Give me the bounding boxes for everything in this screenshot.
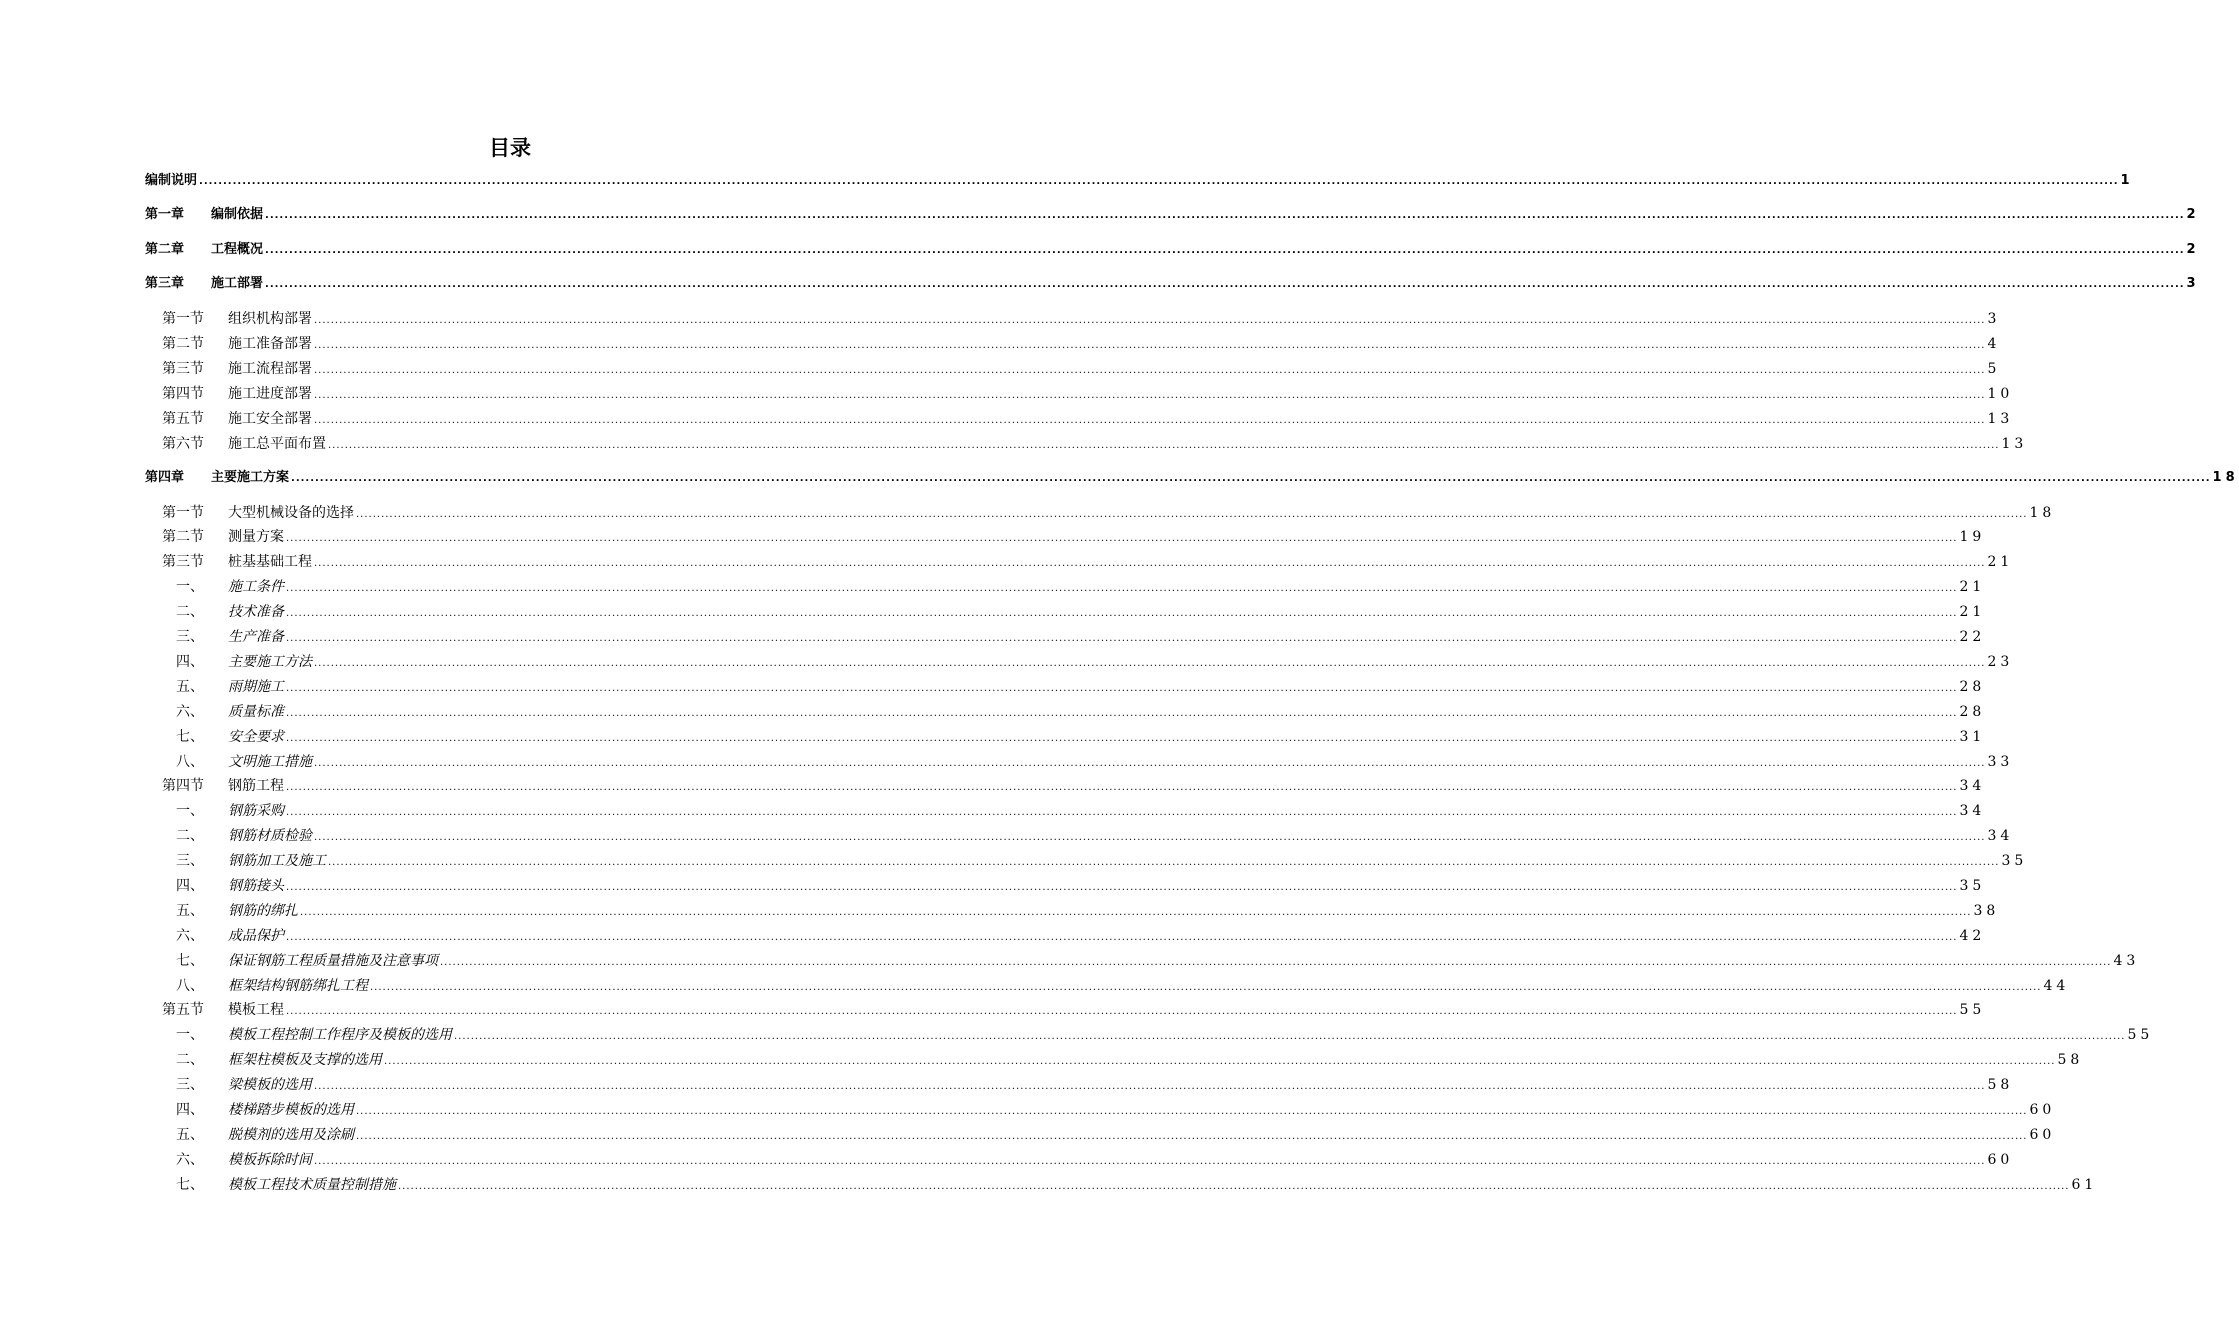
dot-leader: ................................................................................................................................................................................................................................................................................................................................................................................................................ xyxy=(314,758,1986,769)
toc-entry-label: 钢筋工程 xyxy=(228,778,284,794)
toc-entry-label: 模板拆除时间 xyxy=(228,1152,312,1168)
toc-section-entry[interactable] xyxy=(162,503,2056,523)
dot-leader: ................................................................................................................................................................................................................................................................................................................................................................................................................ xyxy=(314,558,1986,569)
toc-entry-label: 质量标准 xyxy=(228,704,284,720)
dot-leader: ................................................................................................................................................................................................................................................................................................................................................................................................................ xyxy=(314,365,1986,376)
toc-entry-page-number: 18 xyxy=(2212,470,2239,485)
toc-entry-number: 一、 xyxy=(176,803,204,819)
toc-entry-page-number: 35 xyxy=(2001,853,2028,869)
dot-leader: ................................................................................................................................................................................................................................................................................................................................................................................................................ xyxy=(314,415,1986,426)
toc-entry-number: 三、 xyxy=(176,1077,204,1093)
dot-leader: ................................................................................................................................................................................................................................................................................................................................................................................................................ xyxy=(370,982,2042,993)
dot-leader: ................................................................................................................................................................................................................................................................................................................................................................................................................ xyxy=(440,957,2112,968)
toc-entry-label: 脱模剂的选用及涂刷 xyxy=(228,1127,354,1143)
dot-leader: ................................................................................................................................................................................................................................................................................................................................................................................................................ xyxy=(286,807,1958,818)
toc-entry-page-number: 33 xyxy=(1987,754,2014,770)
dot-leader: ................................................................................................................................................................................................................................................................................................................................................................................................................ xyxy=(291,473,2211,484)
toc-entry-page-number: 34 xyxy=(1959,778,1986,794)
toc-entry-number: 六、 xyxy=(176,704,204,720)
toc-entry-page-number: 34 xyxy=(1987,828,2014,844)
toc-chapter-entry[interactable] xyxy=(145,240,2200,260)
dot-leader: ................................................................................................................................................................................................................................................................................................................................................................................................................ xyxy=(286,683,1958,694)
toc-section-entry[interactable] xyxy=(162,527,1986,547)
toc-entry-label: 模板工程 xyxy=(228,1002,284,1018)
toc-entry-page-number: 34 xyxy=(1959,803,1986,819)
toc-entry-label: 模板工程技术质量控制措施 xyxy=(228,1177,396,1193)
toc-subsection-entry[interactable] xyxy=(176,1075,2014,1095)
toc-entry-page-number: 10 xyxy=(1987,386,2014,402)
toc-section-entry[interactable] xyxy=(162,552,2014,572)
dot-leader: ................................................................................................................................................................................................................................................................................................................................................................................................................ xyxy=(328,857,2000,868)
toc-section-entry[interactable] xyxy=(162,384,2014,404)
dot-leader: ................................................................................................................................................................................................................................................................................................................................................................................................................ xyxy=(356,509,2028,520)
toc-entry-page-number: 28 xyxy=(1959,704,1986,720)
toc-entry-page-number: 4 xyxy=(1987,336,2001,352)
toc-entry-number: 二、 xyxy=(176,604,204,620)
toc-entry-number: 二、 xyxy=(176,1052,204,1068)
toc-entry-label: 钢筋加工及施工 xyxy=(228,853,326,869)
dot-leader: ................................................................................................................................................................................................................................................................................................................................................................................................................ xyxy=(454,1031,2126,1042)
toc-entry-page-number: 31 xyxy=(1959,729,1986,745)
toc-entry-label: 组织机构部署 xyxy=(228,311,312,327)
dot-leader: ................................................................................................................................................................................................................................................................................................................................................................................................................ xyxy=(286,708,1958,719)
toc-entry-page-number: 3 xyxy=(2186,276,2200,291)
toc-entry-page-number: 43 xyxy=(2113,953,2140,969)
toc-entry-label: 施工准备部署 xyxy=(228,336,312,352)
toc-subsection-entry[interactable] xyxy=(176,1150,2014,1170)
toc-entry-page-number: 3 xyxy=(1987,311,2001,327)
dot-leader: ................................................................................................................................................................................................................................................................................................................................................................................................................ xyxy=(199,176,2119,187)
toc-entry-page-number: 60 xyxy=(1987,1152,2014,1168)
toc-entry-number: 五、 xyxy=(176,1127,204,1143)
toc-subsection-entry[interactable] xyxy=(176,752,2014,772)
toc-entry-number: 四、 xyxy=(176,654,204,670)
dot-leader: ................................................................................................................................................................................................................................................................................................................................................................................................................ xyxy=(286,1006,1958,1017)
toc-entry-page-number: 58 xyxy=(2057,1052,2084,1068)
toc-subsection-entry[interactable] xyxy=(176,577,1986,597)
dot-leader: ................................................................................................................................................................................................................................................................................................................................................................................................................ xyxy=(300,907,1972,918)
toc-section-entry[interactable] xyxy=(162,1000,1986,1020)
toc-entry-number: 七、 xyxy=(176,729,204,745)
toc-entry-page-number: 13 xyxy=(2001,436,2028,452)
toc-entry-label: 生产准备 xyxy=(228,629,284,645)
toc-entry-label: 编制依据 xyxy=(211,207,264,222)
toc-entry-number: 第六节 xyxy=(162,436,204,452)
toc-entry-label: 施工流程部署 xyxy=(228,361,312,377)
toc-entry-label: 梁模板的选用 xyxy=(228,1077,312,1093)
toc-entry-label: 钢筋采购 xyxy=(228,803,284,819)
toc-entry-label: 保证钢筋工程质量措施及注意事项 xyxy=(228,953,438,969)
toc-subsection-entry[interactable] xyxy=(176,1125,2056,1145)
toc-section-entry[interactable] xyxy=(162,776,1986,796)
toc-entry-page-number: 28 xyxy=(1959,679,1986,695)
toc-entry-label: 主要施工方法 xyxy=(228,654,312,670)
toc-entry-number: 六、 xyxy=(176,928,204,944)
toc-entry-page-number: 19 xyxy=(1959,529,1986,545)
dot-leader: ................................................................................................................................................................................................................................................................................................................................................................................................................ xyxy=(286,733,1958,744)
toc-entry-number: 第二节 xyxy=(162,529,204,545)
toc-entry-label: 工程概况 xyxy=(211,242,264,257)
dot-leader: ................................................................................................................................................................................................................................................................................................................................................................................................................ xyxy=(314,340,1986,351)
toc-entry-page-number: 55 xyxy=(2127,1027,2154,1043)
toc-entry-number: 第一章 xyxy=(145,207,185,222)
dot-leader: ................................................................................................................................................................................................................................................................................................................................................................................................................ xyxy=(286,932,1958,943)
dot-leader: ................................................................................................................................................................................................................................................................................................................................................................................................................ xyxy=(356,1131,2028,1142)
toc-entry-page-number: 61 xyxy=(2071,1177,2098,1193)
toc-entry-label: 安全要求 xyxy=(228,729,284,745)
toc-entry-number: 七、 xyxy=(176,1177,204,1193)
toc-entry-page-number: 23 xyxy=(1987,654,2014,670)
toc-subsection-entry[interactable] xyxy=(176,826,2014,846)
toc-entry-label: 编制说明 xyxy=(145,173,198,188)
dot-leader: ................................................................................................................................................................................................................................................................................................................................................................................................................ xyxy=(286,633,1958,644)
dot-leader: ................................................................................................................................................................................................................................................................................................................................................................................................................ xyxy=(356,1106,2028,1117)
dot-leader: ................................................................................................................................................................................................................................................................................................................................................................................................................ xyxy=(314,832,1986,843)
dot-leader: ................................................................................................................................................................................................................................................................................................................................................................................................................ xyxy=(398,1181,2070,1192)
toc-entry-number: 第三节 xyxy=(162,554,204,570)
toc-entry-label: 成品保护 xyxy=(228,928,284,944)
toc-entry-label: 钢筋接头 xyxy=(228,878,284,894)
toc-subsection-entry[interactable] xyxy=(176,602,1986,622)
toc-subsection-entry[interactable] xyxy=(176,1100,2056,1120)
toc-entry-label: 技术准备 xyxy=(228,604,284,620)
toc-entry-number: 五、 xyxy=(176,903,204,919)
toc-subsection-entry[interactable] xyxy=(176,851,2028,871)
toc-subsection-entry[interactable] xyxy=(176,1025,2154,1045)
toc-entry-number: 六、 xyxy=(176,1152,204,1168)
toc-section-entry[interactable] xyxy=(162,359,2001,379)
toc-entry-page-number: 2 xyxy=(2186,242,2200,257)
toc-entry-label: 框架结构钢筋绑扎工程 xyxy=(228,978,368,994)
toc-entry-number: 第五节 xyxy=(162,1002,204,1018)
toc-entry-number: 七、 xyxy=(176,953,204,969)
toc-chapter-entry[interactable] xyxy=(145,171,2134,191)
toc-entry-number: 第三节 xyxy=(162,361,204,377)
toc-entry-label: 钢筋的绑扎 xyxy=(228,903,298,919)
toc-entry-number: 一、 xyxy=(176,1027,204,1043)
toc-entry-page-number: 58 xyxy=(1987,1077,2014,1093)
toc-entry-page-number: 21 xyxy=(1959,604,1986,620)
toc-entry-number: 第四节 xyxy=(162,778,204,794)
toc-chapter-entry[interactable] xyxy=(145,468,2239,488)
toc-subsection-entry[interactable] xyxy=(176,1050,2084,1070)
toc-entry-page-number: 18 xyxy=(2029,505,2056,521)
toc-entry-number: 一、 xyxy=(176,579,204,595)
toc-entry-number: 第五节 xyxy=(162,411,204,427)
toc-entry-number: 第三章 xyxy=(145,276,185,291)
toc-entry-number: 八、 xyxy=(176,978,204,994)
toc-entry-number: 三、 xyxy=(176,629,204,645)
toc-entry-number: 第一节 xyxy=(162,311,204,327)
toc-entry-page-number: 38 xyxy=(1973,903,2000,919)
toc-entry-page-number: 2 xyxy=(2186,207,2200,222)
toc-entry-number: 二、 xyxy=(176,828,204,844)
page-title: 目录 xyxy=(489,136,531,160)
toc-subsection-entry[interactable] xyxy=(176,1175,2098,1195)
dot-leader: ................................................................................................................................................................................................................................................................................................................................................................................................................ xyxy=(286,782,1958,793)
toc-subsection-entry[interactable] xyxy=(176,677,1986,697)
toc-section-entry[interactable] xyxy=(162,409,2014,429)
toc-subsection-entry[interactable] xyxy=(176,702,1986,722)
toc-entry-page-number: 60 xyxy=(2029,1127,2056,1143)
toc-entry-label: 文明施工措施 xyxy=(228,754,312,770)
dot-leader: ................................................................................................................................................................................................................................................................................................................................................................................................................ xyxy=(265,245,2185,256)
toc-entry-page-number: 13 xyxy=(1987,411,2014,427)
toc-entry-label: 大型机械设备的选择 xyxy=(228,505,354,521)
toc-subsection-entry[interactable] xyxy=(176,727,1986,747)
toc-entry-page-number: 21 xyxy=(1987,554,2014,570)
toc-subsection-entry[interactable] xyxy=(176,652,2014,672)
toc-entry-page-number: 1 xyxy=(2120,173,2134,188)
toc-entry-label: 施工进度部署 xyxy=(228,386,312,402)
toc-entry-number: 五、 xyxy=(176,679,204,695)
dot-leader: ................................................................................................................................................................................................................................................................................................................................................................................................................ xyxy=(265,279,2185,290)
toc-entry-label: 楼梯踏步模板的选用 xyxy=(228,1102,354,1118)
dot-leader: ................................................................................................................................................................................................................................................................................................................................................................................................................ xyxy=(314,658,1986,669)
toc-entry-page-number: 5 xyxy=(1987,361,2001,377)
dot-leader: ................................................................................................................................................................................................................................................................................................................................................................................................................ xyxy=(286,583,1958,594)
toc-entry-label: 模板工程控制工作程序及模板的选用 xyxy=(228,1027,452,1043)
dot-leader: ................................................................................................................................................................................................................................................................................................................................................................................................................ xyxy=(286,608,1958,619)
toc-entry-number: 四、 xyxy=(176,1102,204,1118)
toc-section-entry[interactable] xyxy=(162,434,2028,454)
toc-entry-page-number: 22 xyxy=(1959,629,1986,645)
toc-entry-number: 第一节 xyxy=(162,505,204,521)
dot-leader: ................................................................................................................................................................................................................................................................................................................................................................................................................ xyxy=(328,440,2000,451)
toc-entry-label: 雨期施工 xyxy=(228,679,284,695)
toc-chapter-entry[interactable] xyxy=(145,205,2200,225)
toc-subsection-entry[interactable] xyxy=(176,901,2000,921)
toc-entry-label: 施工条件 xyxy=(228,579,284,595)
toc-entry-label: 施工安全部署 xyxy=(228,411,312,427)
toc-entry-label: 主要施工方案 xyxy=(211,470,290,485)
toc-entry-page-number: 44 xyxy=(2043,978,2070,994)
toc-entry-page-number: 42 xyxy=(1959,928,1986,944)
toc-section-entry[interactable] xyxy=(162,309,2001,329)
toc-entry-number: 第四章 xyxy=(145,470,185,485)
toc-entry-label: 施工部署 xyxy=(211,276,264,291)
dot-leader: ................................................................................................................................................................................................................................................................................................................................................................................................................ xyxy=(314,1156,1986,1167)
toc-subsection-entry[interactable] xyxy=(176,926,1986,946)
toc-entry-label: 钢筋材质检验 xyxy=(228,828,312,844)
toc-subsection-entry[interactable] xyxy=(176,976,2070,996)
toc-entry-number: 八、 xyxy=(176,754,204,770)
toc-entry-page-number: 35 xyxy=(1959,878,1986,894)
toc-entry-label: 测量方案 xyxy=(228,529,284,545)
toc-entry-label: 施工总平面布置 xyxy=(228,436,326,452)
dot-leader: ................................................................................................................................................................................................................................................................................................................................................................................................................ xyxy=(314,390,1986,401)
toc-subsection-entry[interactable] xyxy=(176,951,2140,971)
toc-entry-number: 第四节 xyxy=(162,386,204,402)
dot-leader: ................................................................................................................................................................................................................................................................................................................................................................................................................ xyxy=(384,1056,2056,1067)
toc-entry-label: 桩基基础工程 xyxy=(228,554,312,570)
toc-entry-page-number: 60 xyxy=(2029,1102,2056,1118)
toc-entry-page-number: 21 xyxy=(1959,579,1986,595)
toc-entry-number: 第二章 xyxy=(145,242,185,257)
toc-section-entry[interactable] xyxy=(162,334,2001,354)
toc-entry-page-number: 55 xyxy=(1959,1002,1986,1018)
dot-leader: ................................................................................................................................................................................................................................................................................................................................................................................................................ xyxy=(314,1081,1986,1092)
dot-leader: ................................................................................................................................................................................................................................................................................................................................................................................................................ xyxy=(286,533,1958,544)
toc-subsection-entry[interactable] xyxy=(176,801,1986,821)
toc-subsection-entry[interactable] xyxy=(176,627,1986,647)
toc-entry-number: 三、 xyxy=(176,853,204,869)
toc-subsection-entry[interactable] xyxy=(176,876,1986,896)
toc-entry-number: 四、 xyxy=(176,878,204,894)
dot-leader: ................................................................................................................................................................................................................................................................................................................................................................................................................ xyxy=(265,210,2185,221)
toc-chapter-entry[interactable] xyxy=(145,274,2200,294)
dot-leader: ................................................................................................................................................................................................................................................................................................................................................................................................................ xyxy=(314,315,1986,326)
toc-entry-number: 第二节 xyxy=(162,336,204,352)
toc-entry-label: 框架柱模板及支撑的选用 xyxy=(228,1052,382,1068)
dot-leader: ................................................................................................................................................................................................................................................................................................................................................................................................................ xyxy=(286,882,1958,893)
